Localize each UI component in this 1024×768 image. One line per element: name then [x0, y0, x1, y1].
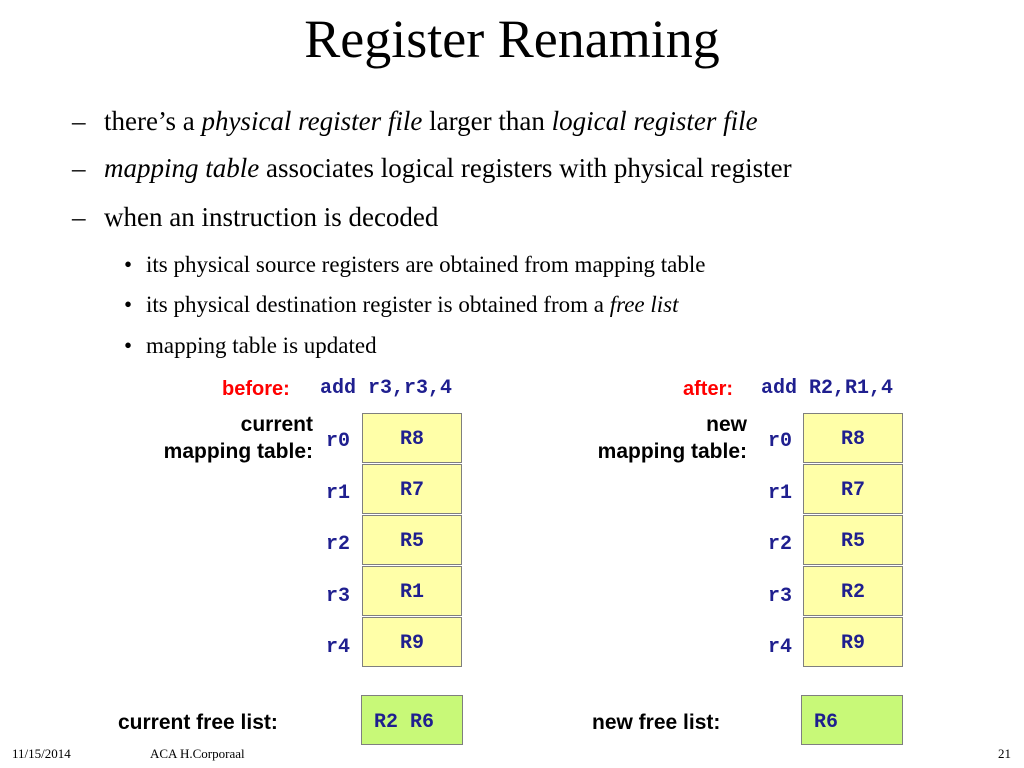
- before-free-list-label: current free list:: [118, 711, 278, 734]
- after-logical-r3: r3: [768, 585, 793, 608]
- before-logical-r0: r0: [326, 430, 351, 453]
- dash-item-text: associates logical registers with physical register: [259, 153, 792, 183]
- before-logical-r4: r4: [326, 636, 351, 659]
- after-map-cell: [803, 515, 903, 565]
- bullet-glyph: •: [124, 292, 133, 317]
- physical-register: R2: [840, 581, 865, 604]
- physical-register: R8: [399, 428, 424, 451]
- physical-register: R9: [399, 632, 424, 655]
- physical-register: R5: [399, 530, 424, 553]
- free-list-values: R6: [814, 711, 839, 734]
- footer-date: 11/15/2014: [12, 746, 71, 761]
- physical-register: R9: [840, 632, 865, 655]
- after-map-cell: [803, 617, 903, 667]
- after-table-label-line2: mapping table:: [597, 440, 747, 463]
- dash-glyph: –: [72, 202, 86, 232]
- dash-item-text: there’s a: [104, 106, 202, 136]
- after-map-cell: [803, 413, 903, 463]
- before-logical-r1: r1: [326, 482, 351, 505]
- before-table-label-line1: current: [240, 413, 313, 436]
- after-logical-r1: r1: [768, 482, 793, 505]
- bullet-item-emphasis: free list: [609, 292, 679, 317]
- dash-item-emphasis: physical register file: [201, 106, 423, 136]
- after-logical-r0: r0: [768, 430, 793, 453]
- before-free-list: [361, 695, 463, 745]
- before-logical-r3: r3: [326, 585, 351, 608]
- bullet-glyph: •: [124, 333, 133, 358]
- dash-item-emphasis: mapping table: [104, 153, 260, 183]
- slide-title: Register Renaming: [304, 9, 720, 69]
- after-map-cell: [803, 464, 903, 514]
- before-table-label-line2: mapping table:: [163, 440, 313, 463]
- before-logical-r2: r2: [326, 533, 351, 556]
- bullet-item-text: mapping table is updated: [146, 333, 377, 358]
- physical-register: R8: [840, 428, 865, 451]
- after-instruction: add R2,R1,4: [761, 377, 894, 400]
- bullet-item-text: its physical source registers are obtained from mapping table: [146, 252, 706, 277]
- after-label: after:: [683, 378, 734, 400]
- after-logical-r4: r4: [768, 636, 793, 659]
- after-map-cell: [803, 566, 903, 616]
- dash-item-emphasis: logical register file: [551, 106, 758, 136]
- dash-glyph: –: [72, 153, 86, 183]
- after-free-list: [801, 695, 903, 745]
- after-table-label: [598, 411, 747, 465]
- footer-author: ACA H.Corporaal: [150, 746, 245, 761]
- before-label: before:: [222, 378, 290, 400]
- physical-register: R5: [840, 530, 865, 553]
- bullet-glyph: •: [124, 252, 133, 277]
- physical-register: R1: [399, 581, 424, 604]
- dash-item-text: larger than: [422, 106, 552, 136]
- before-map-cell: [362, 413, 462, 463]
- before-map-cell: [362, 566, 462, 616]
- dash-glyph: –: [72, 106, 86, 136]
- before-map-cell: [362, 464, 462, 514]
- after-table-label-line1: new: [706, 413, 747, 436]
- before-instruction: add r3,r3,4: [320, 377, 453, 400]
- free-list-values: R2 R6: [374, 711, 435, 734]
- physical-register: R7: [840, 479, 865, 502]
- physical-register: R7: [399, 479, 424, 502]
- before-map-cell: [362, 515, 462, 565]
- bullet-item-text: its physical destination register is obtained from a: [146, 292, 610, 317]
- after-logical-r2: r2: [768, 533, 793, 556]
- before-map-cell: [362, 617, 462, 667]
- dash-item-text: when an instruction is decoded: [104, 202, 439, 232]
- before-table-label: [164, 411, 313, 465]
- footer-page-number: 21: [998, 746, 1011, 761]
- after-free-list-label: new free list:: [592, 711, 721, 734]
